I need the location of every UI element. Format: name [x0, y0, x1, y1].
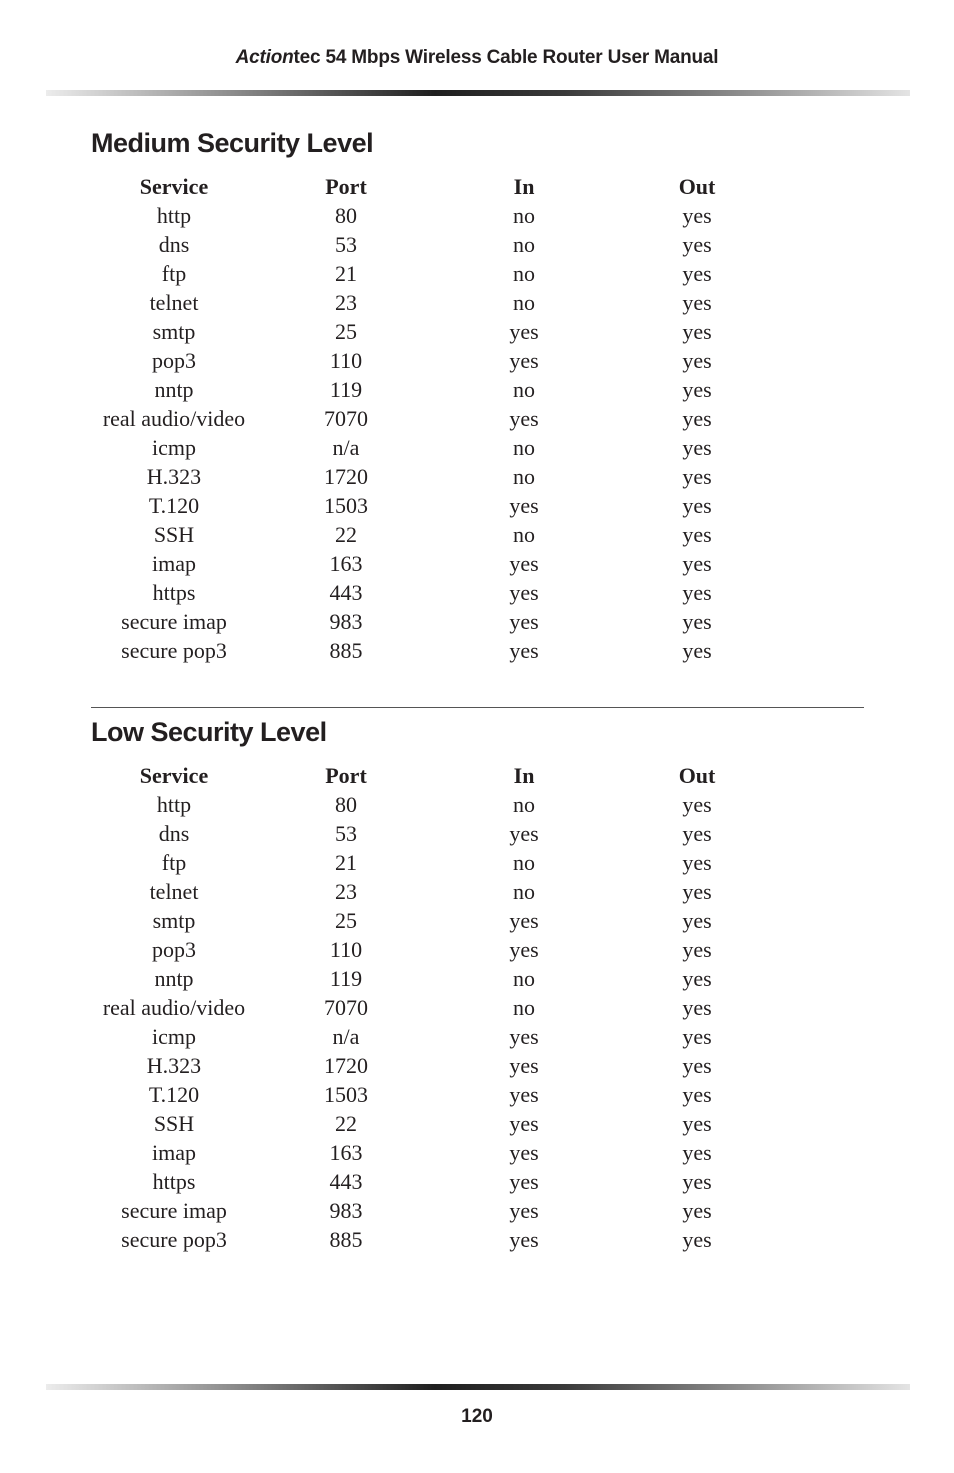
in-cell: yes: [509, 1024, 539, 1049]
out-cell: yes: [682, 879, 712, 904]
table-row: [88, 230, 788, 259]
section-divider: [91, 707, 864, 708]
in-cell: yes: [509, 1227, 539, 1252]
out-cell: yes: [682, 290, 712, 315]
service-cell: secure imap: [121, 1198, 227, 1223]
port-cell: n/a: [332, 435, 360, 460]
port-cell: 22: [335, 1111, 357, 1136]
out-cell: yes: [682, 464, 712, 489]
column-header-in: In: [513, 174, 535, 199]
in-cell: yes: [509, 1169, 539, 1194]
service-cell: pop3: [152, 937, 196, 962]
port-cell: 7070: [324, 406, 368, 431]
service-cell: SSH: [153, 522, 195, 547]
in-cell: no: [513, 792, 536, 817]
header-rule: [46, 90, 910, 96]
port-cell: 53: [335, 232, 357, 257]
table-row: [88, 906, 788, 935]
port-cell: 163: [329, 551, 363, 576]
in-cell: yes: [509, 493, 539, 518]
table-header-row: [88, 761, 788, 790]
table-row: [88, 607, 788, 636]
in-cell: no: [513, 995, 536, 1020]
in-cell: yes: [509, 1198, 539, 1223]
in-cell: yes: [509, 348, 539, 373]
out-cell: yes: [682, 348, 712, 373]
in-cell: no: [513, 464, 536, 489]
service-cell: telnet: [149, 879, 199, 904]
column-header-service: Service: [139, 174, 209, 199]
service-cell: dns: [158, 821, 190, 846]
port-cell: 110: [329, 348, 363, 373]
service-cell: real audio/video: [102, 406, 246, 431]
in-cell: no: [513, 261, 536, 286]
service-cell: T.120: [148, 493, 200, 518]
service-cell: secure pop3: [121, 638, 227, 663]
port-cell: 80: [335, 203, 357, 228]
table-row: [88, 520, 788, 549]
out-cell: yes: [682, 792, 712, 817]
service-cell: icmp: [152, 435, 196, 460]
low-security-table: [88, 761, 788, 1254]
service-cell: icmp: [152, 1024, 196, 1049]
service-cell: smtp: [152, 908, 196, 933]
in-cell: yes: [509, 1053, 539, 1078]
table-row: [88, 1167, 788, 1196]
out-cell: yes: [682, 1169, 712, 1194]
table-row: [88, 259, 788, 288]
table-row: [88, 877, 788, 906]
service-cell: dns: [158, 232, 190, 257]
table-row: [88, 375, 788, 404]
service-cell: ftp: [161, 261, 187, 286]
out-cell: yes: [682, 1024, 712, 1049]
port-cell: 25: [335, 908, 357, 933]
out-cell: yes: [682, 580, 712, 605]
out-cell: yes: [682, 203, 712, 228]
in-cell: yes: [509, 580, 539, 605]
out-cell: yes: [682, 638, 712, 663]
table-row: [88, 462, 788, 491]
out-cell: yes: [682, 377, 712, 402]
out-cell: yes: [682, 850, 712, 875]
table-row: [88, 549, 788, 578]
service-cell: T.120: [148, 1082, 200, 1107]
in-cell: yes: [509, 937, 539, 962]
out-cell: yes: [682, 609, 712, 634]
out-cell: yes: [682, 493, 712, 518]
table-row: [88, 964, 788, 993]
out-cell: yes: [682, 319, 712, 344]
out-cell: yes: [682, 995, 712, 1020]
footer-rule: [46, 1384, 910, 1390]
table-row: [88, 433, 788, 462]
port-cell: 21: [335, 850, 357, 875]
in-cell: yes: [509, 638, 539, 663]
port-cell: 885: [329, 1227, 363, 1252]
port-cell: 119: [329, 377, 363, 402]
out-cell: yes: [682, 406, 712, 431]
port-cell: 25: [335, 319, 357, 344]
port-cell: 443: [329, 1169, 363, 1194]
in-cell: no: [513, 203, 536, 228]
in-cell: yes: [509, 1082, 539, 1107]
table-row: [88, 491, 788, 520]
medium-security-title: Medium Security Level: [91, 128, 374, 158]
table-row: [88, 819, 788, 848]
table-row: [88, 317, 788, 346]
port-cell: 163: [329, 1140, 363, 1165]
manual-header: [0, 44, 954, 72]
port-cell: 53: [335, 821, 357, 846]
port-cell: 23: [335, 290, 357, 315]
out-cell: yes: [682, 1053, 712, 1078]
table-row: [88, 1225, 788, 1254]
service-cell: smtp: [152, 319, 196, 344]
service-cell: http: [156, 792, 192, 817]
out-cell: yes: [682, 966, 712, 991]
in-cell: yes: [509, 551, 539, 576]
service-cell: H.323: [146, 1053, 202, 1078]
port-cell: 1720: [324, 464, 368, 489]
in-cell: yes: [509, 406, 539, 431]
out-cell: yes: [682, 908, 712, 933]
service-cell: imap: [152, 551, 196, 576]
port-cell: 1503: [324, 1082, 368, 1107]
table-row: [88, 201, 788, 230]
out-cell: yes: [682, 1198, 712, 1223]
port-cell: 983: [329, 1198, 363, 1223]
port-cell: 1503: [324, 493, 368, 518]
in-cell: yes: [509, 908, 539, 933]
in-cell: no: [513, 290, 536, 315]
port-cell: n/a: [332, 1024, 360, 1049]
column-header-in: In: [513, 763, 535, 788]
port-cell: 21: [335, 261, 357, 286]
out-cell: yes: [682, 435, 712, 460]
table-row: [88, 1109, 788, 1138]
low-security-title: Low Security Level: [91, 717, 327, 747]
service-cell: real audio/video: [102, 995, 246, 1020]
table-row: [88, 790, 788, 819]
out-cell: yes: [682, 1140, 712, 1165]
out-cell: yes: [682, 1227, 712, 1252]
table-row: [88, 404, 788, 433]
table-header-row: [88, 172, 788, 201]
port-cell: 119: [329, 966, 363, 991]
service-cell: http: [156, 203, 192, 228]
table-row: [88, 636, 788, 665]
in-cell: yes: [509, 609, 539, 634]
header-title-rest: tec 54 Mbps Wireless Cable Router User Manual: [293, 47, 719, 68]
port-cell: 7070: [324, 995, 368, 1020]
in-cell: yes: [509, 1111, 539, 1136]
table-row: [88, 1022, 788, 1051]
table-row: [88, 935, 788, 964]
service-cell: secure imap: [121, 609, 227, 634]
service-cell: imap: [152, 1140, 196, 1165]
service-cell: secure pop3: [121, 1227, 227, 1252]
column-header-port: Port: [325, 763, 367, 788]
table-row: [88, 1080, 788, 1109]
service-cell: https: [152, 1169, 196, 1194]
in-cell: no: [513, 966, 536, 991]
in-cell: yes: [509, 821, 539, 846]
medium-security-table: [88, 172, 788, 665]
column-header-port: Port: [325, 174, 367, 199]
service-cell: nntp: [154, 377, 194, 402]
out-cell: yes: [682, 1111, 712, 1136]
service-cell: SSH: [153, 1111, 195, 1136]
in-cell: no: [513, 232, 536, 257]
column-header-out: Out: [678, 763, 716, 788]
in-cell: no: [513, 435, 536, 460]
port-cell: 23: [335, 879, 357, 904]
table-row: [88, 1051, 788, 1080]
out-cell: yes: [682, 261, 712, 286]
service-cell: H.323: [146, 464, 202, 489]
port-cell: 983: [329, 609, 363, 634]
service-cell: pop3: [152, 348, 196, 373]
page-number: 120: [461, 1406, 493, 1427]
column-header-out: Out: [678, 174, 716, 199]
in-cell: no: [513, 377, 536, 402]
port-cell: 885: [329, 638, 363, 663]
in-cell: yes: [509, 1140, 539, 1165]
table-row: [88, 1196, 788, 1225]
port-cell: 80: [335, 792, 357, 817]
service-cell: nntp: [154, 966, 194, 991]
service-cell: https: [152, 580, 196, 605]
in-cell: no: [513, 522, 536, 547]
out-cell: yes: [682, 232, 712, 257]
port-cell: 22: [335, 522, 357, 547]
in-cell: no: [513, 850, 536, 875]
port-cell: 443: [329, 580, 363, 605]
service-cell: ftp: [161, 850, 187, 875]
service-cell: telnet: [149, 290, 199, 315]
out-cell: yes: [682, 821, 712, 846]
brand-italic: Action: [235, 47, 294, 68]
out-cell: yes: [682, 1082, 712, 1107]
table-row: [88, 993, 788, 1022]
table-row: [88, 578, 788, 607]
table-row: [88, 288, 788, 317]
table-row: [88, 346, 788, 375]
in-cell: no: [513, 879, 536, 904]
table-row: [88, 1138, 788, 1167]
out-cell: yes: [682, 937, 712, 962]
port-cell: 1720: [324, 1053, 368, 1078]
out-cell: yes: [682, 551, 712, 576]
table-row: [88, 848, 788, 877]
port-cell: 110: [329, 937, 363, 962]
in-cell: yes: [509, 319, 539, 344]
column-header-service: Service: [139, 763, 209, 788]
out-cell: yes: [682, 522, 712, 547]
